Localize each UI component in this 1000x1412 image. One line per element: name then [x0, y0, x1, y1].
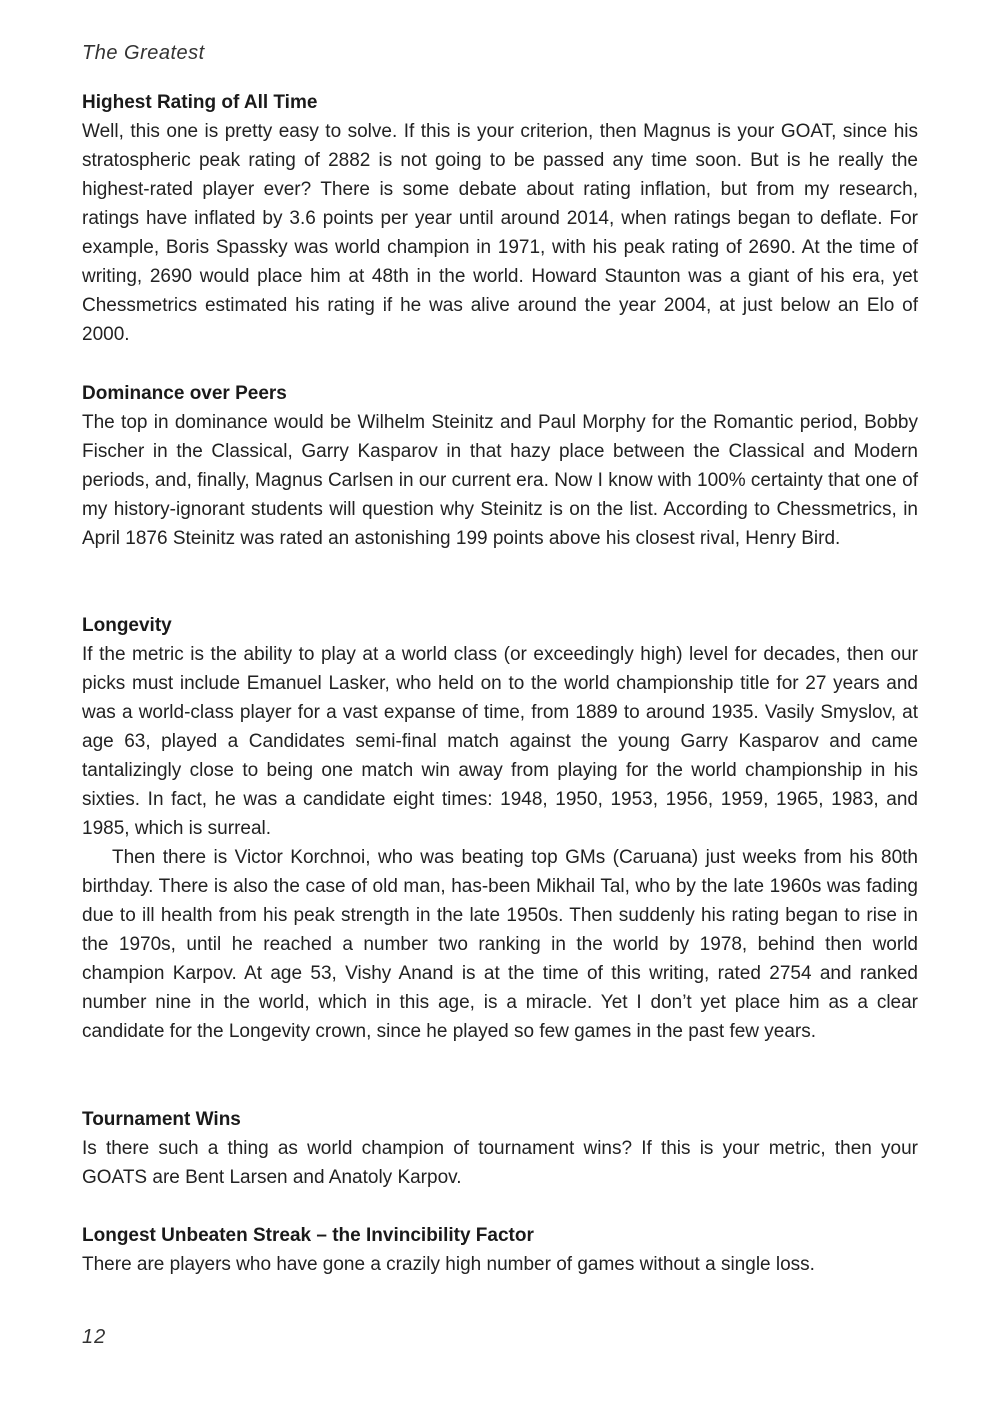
running-header: The Greatest — [82, 42, 205, 64]
section-longevity — [82, 611, 918, 1046]
section-dominance — [82, 379, 918, 553]
page-number: 12 — [82, 1326, 107, 1348]
section-paragraph: Then there is Victor Korchnoi, who was beating top GMs (Caruana) just weeks from his 80th birthday. There is also the case of old man, has-been Mikhail Tal, who by the late 1960s was fading due to ill health from his peak strength in the late 1950s. Then suddenly his rating began to rise in the 1970s, until he reached a number two ranking in the world by 1978, behind then world champion Karpov. At age 53, Vishy Anand is at the time of this writing, rated 2754 and ranked number nine in the world, which in this age, is a miracle. Yet I don’t yet place him as a clear candidate for the Longevity crown, since he played so few games in the past few years. — [82, 847, 918, 1042]
section-heading: Dominance over Peers — [82, 383, 287, 404]
section-heading: Longest Unbeaten Streak – the Invincibility Factor — [82, 1225, 534, 1246]
section-heading: Highest Rating of All Time — [82, 92, 318, 113]
section-paragraph: Is there such a thing as world champion of tournament wins? If this is your metric, then your GOATS are Bent Larsen and Anatoly Karpov. — [82, 1138, 918, 1188]
section-paragraph: If the metric is the ability to play at a world class (or exceedingly high) level for decades, then our picks must include Emanuel Lasker, who held on to the world championship title for 27 years and was a world-class player for a vast expanse of time, from 1889 to around 1935. Vasily Smyslov, at age 63, played a Candidates semi-final match against the young Garry Kasparov and came tantalizingly close to being one match win away from playing for the world championship in his sixties. In fact, he was a candidate eight times: 1948, 1950, 1953, 1956, 1959, 1965, 1983, and 1985, which is surreal. — [82, 644, 918, 839]
section-unbeaten-streak — [82, 1221, 918, 1279]
section-paragraph: Well, this one is pretty easy to solve. If this is your criterion, then Magnus is your GOAT, since his stratospheric peak rating of 2882 is not going to be passed any time soon. But is he really the highest-rated player ever? There is some debate about rating inflation, but from my research, ratings have inflated by 3.6 points per year until around 2014, when ratings began to deflate. For example, Boris Spassky was world champion in 1971, with his peak rating of 2690. At the time of writing, 2690 would place him at 48th in the world. Howard Staunton was a giant of his era, yet Chessmetrics estimated his rating if he was alive around the year 2004, at just below an Elo of 2000. — [82, 121, 918, 345]
section-tournament-wins — [82, 1105, 918, 1192]
section-heading: Tournament Wins — [82, 1109, 241, 1130]
section-paragraph: There are players who have gone a crazily high number of games without a single loss. — [82, 1254, 815, 1275]
section-heading: Longevity — [82, 615, 172, 636]
section-highest-rating — [82, 88, 918, 349]
section-paragraph: The top in dominance would be Wilhelm Steinitz and Paul Morphy for the Romantic period, Bobby Fischer in the Classical, Garry Kasparov in that hazy place between the Classical and Modern periods, and, finally, Magnus Carlsen in our current era. Now I know with 100% certainty that one of my history-ignorant students will question why Steinitz is on the list. According to Chessmetrics, in April 1876 Steinitz was rated an astonishing 199 points above his closest rival, Henry Bird. — [82, 412, 918, 549]
